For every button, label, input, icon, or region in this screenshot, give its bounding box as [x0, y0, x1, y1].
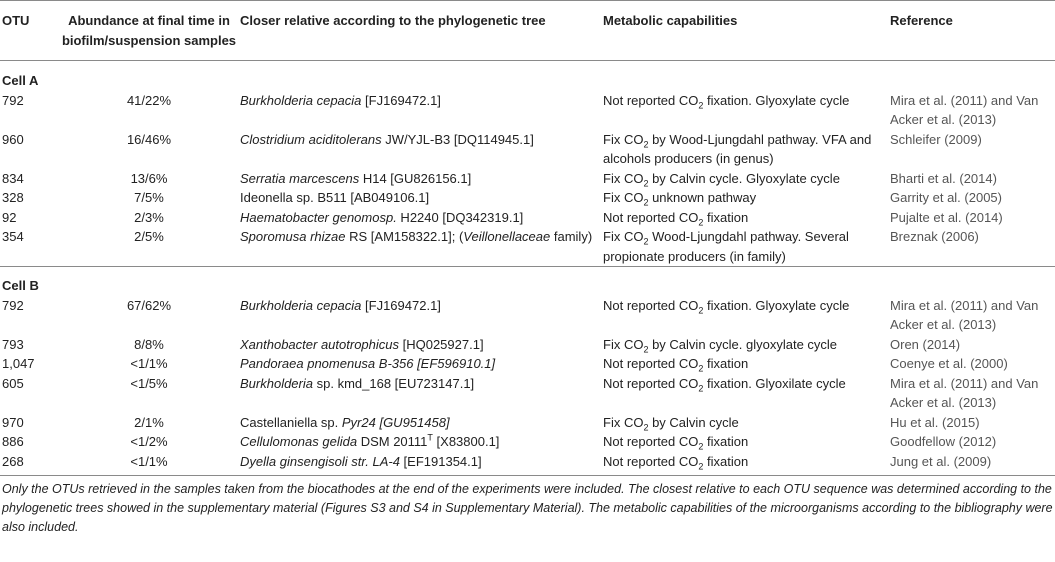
table-row	[0, 296, 1055, 335]
metabolic-cell-text: Fix CO	[603, 170, 644, 186]
relative-cell	[240, 354, 603, 374]
metabolic-cell-text: fixation	[703, 209, 749, 225]
abundance-cell: <1/5%	[130, 375, 168, 391]
header-row	[0, 1, 1055, 61]
metabolic-cell-text: Not reported CO	[603, 356, 699, 371]
otu-cell: 886	[2, 434, 24, 449]
metabolic-cell-text: by Calvin cycle. glyoxylate cycle	[648, 336, 838, 352]
section-row	[0, 61, 1055, 91]
reference-cell: Jung et al. (2009)	[890, 453, 992, 469]
relative-cell-text: Burkholderia	[240, 375, 313, 391]
metabolic-cell-text: fixation	[703, 453, 749, 469]
section-label: Cell B	[2, 278, 39, 293]
metabolic-cell	[603, 169, 890, 189]
relative-cell-text: Burkholderia cepacia	[240, 297, 362, 313]
relative-cell-text: T	[427, 432, 433, 443]
metabolic-cell-text: Wood-Ljungdahl pathway. Several propionate producers (in family)	[603, 229, 849, 264]
otu-cell: 605	[2, 375, 24, 391]
metabolic-cell	[603, 91, 890, 130]
section-cell	[0, 267, 1055, 296]
metabolic-cell-text: by Calvin cycle	[648, 414, 739, 430]
relative-cell-text: DSM 20111	[357, 434, 428, 449]
table-row	[0, 130, 1055, 169]
metabolic-cell-text: 2	[643, 139, 649, 150]
metabolic-cell-text: 2	[698, 383, 704, 394]
metabolic-cell-text: 2	[643, 178, 649, 189]
metabolic-cell-text: Fix CO	[603, 229, 644, 244]
metabolic-cell-text: 2	[698, 100, 704, 111]
table-row	[0, 227, 1055, 267]
reference-cell: Coenye et al. (2000)	[890, 356, 1008, 371]
abundance-cell: <1/1%	[130, 356, 168, 371]
relative-cell-text: JW/YJL-B3 [DQ114945.1]	[381, 131, 534, 147]
metabolic-cell-text: unknown pathway	[648, 190, 757, 205]
relative-cell	[240, 227, 603, 267]
otu-cell: 834	[2, 170, 24, 186]
header-relative: Closer relative according to the phylogenetic tree	[240, 13, 546, 28]
metabolic-cell	[603, 354, 890, 374]
abundance-cell: 16/46%	[126, 131, 172, 147]
relative-cell	[240, 452, 603, 476]
relative-cell-text: Dyella ginsengisoli str. LA-4	[240, 453, 400, 469]
section-label: Cell A	[2, 73, 39, 88]
relative-cell-text: [HQ025927.1]	[399, 336, 484, 352]
abundance-cell: 41/22%	[126, 92, 172, 108]
table-row	[0, 374, 1055, 413]
otu-cell: 960	[2, 131, 24, 147]
table-row	[0, 432, 1055, 452]
metabolic-cell-text: fixation	[703, 434, 749, 449]
metabolic-cell-text: fixation. Glyoxilate cycle	[703, 375, 846, 391]
metabolic-cell-text: Not reported CO	[603, 453, 699, 469]
metabolic-cell-text: 2	[698, 217, 704, 228]
reference-cell: Oren (2014)	[890, 336, 961, 352]
relative-cell-text: Ideonella sp. B511 [AB049106.1]	[240, 190, 430, 205]
relative-cell-text: Veillonellaceae	[463, 229, 551, 244]
relative-cell	[240, 130, 603, 169]
abundance-cell: <1/2%	[130, 434, 168, 449]
metabolic-cell	[603, 296, 890, 335]
metabolic-cell-text: Fix CO	[603, 414, 644, 430]
header-abundance: Abundance at final time in biofilm/suspension samples	[61, 13, 237, 48]
metabolic-cell	[603, 452, 890, 476]
metabolic-cell-text: by Wood-Ljungdahl pathway. VFA and alcohols producers (in genus)	[603, 131, 872, 166]
table-row	[0, 188, 1055, 208]
reference-cell: Goodfellow (2012)	[890, 434, 997, 449]
relative-cell-text: Burkholderia cepacia	[240, 92, 362, 108]
metabolic-cell-text: Not reported CO	[603, 434, 699, 449]
relative-cell-text: Serratia marcescens	[240, 170, 360, 186]
metabolic-cell-text: by Calvin cycle. Glyoxylate cycle	[648, 170, 840, 186]
reference-cell: Garrity et al. (2005)	[890, 190, 1002, 205]
relative-cell-text: RS [AM158322.1]; (	[345, 229, 464, 244]
reference-cell: Bharti et al. (2014)	[890, 170, 997, 186]
relative-cell-text: Xanthobacter autotrophicus	[240, 336, 399, 352]
relative-cell	[240, 432, 603, 452]
table-row	[0, 413, 1055, 433]
relative-cell	[240, 335, 603, 355]
metabolic-cell	[603, 335, 890, 355]
relative-cell-text: Pyr24 [GU951458]	[341, 414, 450, 430]
metabolic-cell-text: 2	[643, 422, 649, 433]
relative-cell-text: [EF191354.1]	[399, 453, 482, 469]
metabolic-cell-text: Not reported CO	[603, 92, 699, 108]
otu-cell: 793	[2, 336, 24, 352]
reference-cell: Hu et al. (2015)	[890, 414, 980, 430]
table-body	[0, 61, 1055, 476]
abundance-cell: 7/5%	[134, 190, 164, 205]
table-row	[0, 91, 1055, 130]
relative-cell	[240, 169, 603, 189]
relative-cell-text: family)	[550, 229, 593, 244]
metabolic-cell	[603, 130, 890, 169]
metabolic-cell-text: Not reported CO	[603, 375, 699, 391]
otu-cell: 328	[2, 190, 24, 205]
otu-cell: 1,047	[2, 356, 35, 371]
table-row	[0, 354, 1055, 374]
relative-cell-text: Haematobacter genomosp.	[240, 209, 397, 225]
metabolic-cell-text: 2	[643, 236, 649, 247]
metabolic-cell-text: Fix CO	[603, 190, 644, 205]
table-row	[0, 335, 1055, 355]
metabolic-cell-text: 2	[698, 305, 704, 316]
relative-cell	[240, 296, 603, 335]
metabolic-cell-text: 2	[698, 441, 704, 452]
metabolic-cell-text: 2	[698, 363, 704, 374]
metabolic-cell	[603, 413, 890, 433]
abundance-cell: 2/1%	[134, 414, 164, 430]
metabolic-cell-text: fixation. Glyoxylate cycle	[703, 92, 850, 108]
metabolic-cell-text: 2	[698, 461, 704, 472]
relative-cell	[240, 208, 603, 228]
relative-cell-text: Cellulomonas gelida	[240, 434, 358, 449]
relative-cell-text: Castellaniella sp.	[240, 414, 342, 430]
table-header	[0, 1, 1055, 61]
reference-cell: Breznak (2006)	[890, 229, 979, 244]
relative-cell-text: H2240 [DQ342319.1]	[396, 209, 524, 225]
metabolic-cell-text: Not reported CO	[603, 209, 699, 225]
header-otu: OTU	[2, 13, 30, 28]
table-row	[0, 169, 1055, 189]
reference-cell: Schleifer (2009)	[890, 131, 982, 147]
table-row	[0, 208, 1055, 228]
metabolic-cell-text: 2	[643, 344, 649, 355]
header-reference: Reference	[890, 13, 953, 28]
relative-cell	[240, 413, 603, 433]
otu-cell: 792	[2, 92, 24, 108]
relative-cell	[240, 188, 603, 208]
table-footnote: Only the OTUs retrieved in the samples taken from the biocathodes at the end of the experiments were included. The closest relative to each OTU sequence was determined according to the phylogenetic trees showed in the supplementary material (Figures S3 and S4 in Supplementary Material). The metabolic capabilities of the microorganisms according to the bibliography were also included.	[2, 482, 1053, 534]
relative-cell-text: Pandoraea pnomenusa B-356 [EF596910.1]	[240, 356, 496, 371]
relative-cell-text: H14 [GU826156.1]	[359, 170, 472, 186]
section-row	[0, 267, 1055, 296]
abundance-cell: 8/8%	[134, 336, 164, 352]
otu-cell: 792	[2, 297, 24, 313]
relative-cell	[240, 374, 603, 413]
abundance-cell: 2/5%	[134, 229, 164, 244]
metabolic-cell-text: Not reported CO	[603, 297, 699, 313]
abundance-cell: 13/6%	[130, 170, 168, 186]
metabolic-cell	[603, 208, 890, 228]
otu-cell: 354	[2, 229, 24, 244]
metabolic-cell	[603, 188, 890, 208]
reference-cell: Pujalte et al. (2014)	[890, 209, 1003, 225]
relative-cell-text: [X83800.1]	[432, 434, 500, 449]
otu-cell: 970	[2, 414, 24, 430]
relative-cell-text: sp. kmd_168 [EU723147.1]	[313, 375, 475, 391]
relative-cell-text: [FJ169472.1]	[361, 92, 441, 108]
metabolic-cell-text: Fix CO	[603, 336, 644, 352]
relative-cell-text: Clostridium aciditolerans	[240, 131, 382, 147]
section-cell	[0, 61, 1055, 91]
metabolic-cell-text: 2	[643, 197, 649, 208]
otu-cell: 92	[2, 209, 17, 225]
metabolic-cell-text: fixation. Glyoxylate cycle	[703, 297, 850, 313]
reference-cell: Mira et al. (2011) and Van Acker et al. (2013)	[890, 92, 1039, 127]
table-row	[0, 452, 1055, 476]
relative-cell	[240, 91, 603, 130]
reference-cell: Mira et al. (2011) and Van Acker et al. (2013)	[890, 297, 1039, 332]
otu-cell: 268	[2, 453, 24, 469]
abundance-cell: 67/62%	[126, 297, 172, 313]
metabolic-cell	[603, 374, 890, 413]
relative-cell-text: [FJ169472.1]	[361, 297, 441, 313]
reference-cell: Mira et al. (2011) and Van Acker et al. (2013)	[890, 375, 1039, 410]
abundance-cell: 2/3%	[134, 209, 164, 225]
metabolic-cell-text: Fix CO	[603, 131, 644, 147]
header-metabolic: Metabolic capabilities	[603, 13, 738, 28]
metabolic-cell	[603, 227, 890, 267]
abundance-cell: <1/1%	[130, 453, 168, 469]
metabolic-cell	[603, 432, 890, 452]
relative-cell-text: Sporomusa rhizae	[240, 229, 346, 244]
metabolic-cell-text: fixation	[703, 356, 749, 371]
